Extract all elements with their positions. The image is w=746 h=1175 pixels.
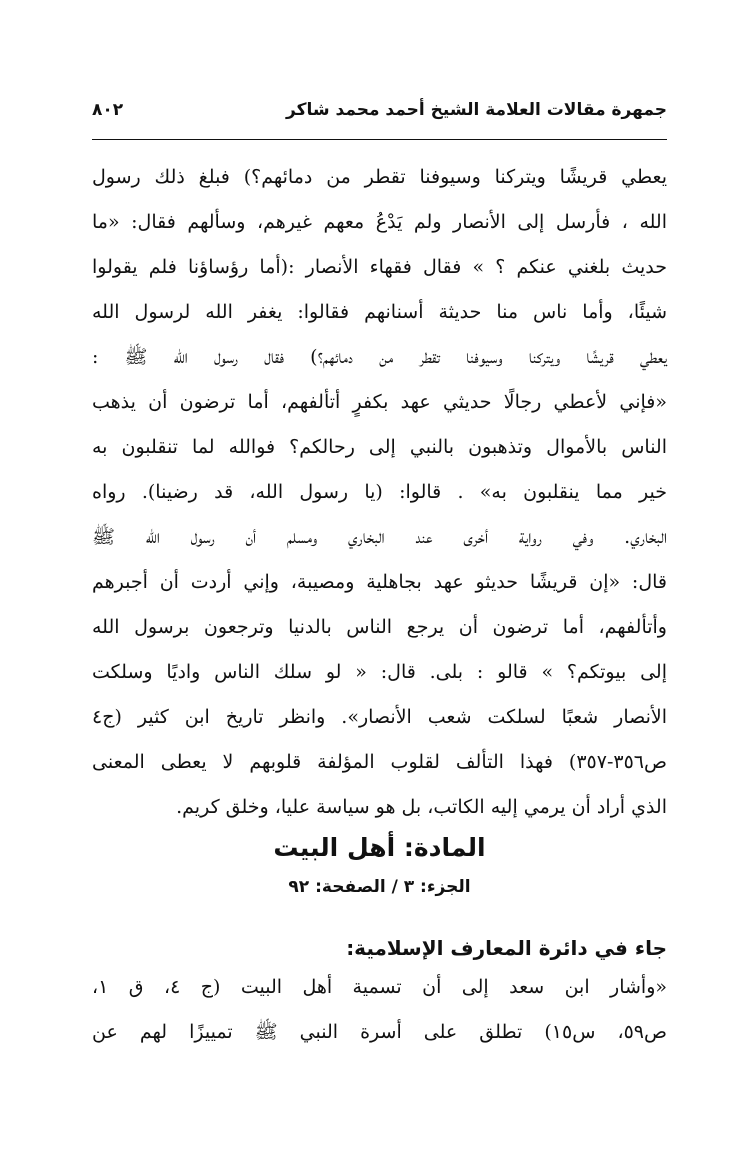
body-line: «فإني لأعطي رجالًا حديثي عهد بكفرٍ أتألفهم، أما ترضون أن يذهب <box>92 391 667 413</box>
quote-line: «وأشار ابن سعد إلى أن تسمية أهل البيت (ج ٤، ق ١، <box>92 976 668 998</box>
section-meta: الجزء: ٣ / الصفحة: ٩٢ <box>288 877 471 897</box>
section-subheading: جاء في دائرة المعارف الإسلامية: <box>346 936 667 960</box>
body-line-last: الذي أراد أن يرمي إليه الكاتب، بل هو سياسة عليا، وخلق كريم. <box>176 796 667 818</box>
body-line: ص٣٥٦-٣٥٧) فهذا التألف لقلوب المؤلفة قلوبهم لا يعطى المعنى <box>92 751 667 773</box>
quote-line: ص٥٩، س١٥) تطلق على أسرة النبي ﷺ تمييزًا لهم عن <box>92 1021 667 1043</box>
body-line: الأنصار شعبًا لسلكت شعب الأنصار». وانظر تاريخ ابن كثير (ج٤ <box>92 706 667 728</box>
body-line: البخاري. وفي رواية أخرى عند البخاري ومسلم أن رسول الله ﷺ <box>92 526 667 548</box>
body-line: خير مما ينقلبون به» . قالوا: (يا رسول الله، قد رضينا). رواه <box>92 481 667 503</box>
header-rule <box>92 139 667 140</box>
body-line: إلى بيوتكم؟ » قالو : بلى. قال: « لو سلك الناس واديًا وسلكت <box>92 661 667 683</box>
body-line: يعطي قريشًا ويتركنا وسيوفنا تقطر من دمائهم؟) فقال رسول الله ﷺ : <box>92 346 667 368</box>
body-line: قال: «إن قريشًا حديثو عهد بجاهلية ومصيبة، وإني أردت أن أجبرهم <box>92 571 667 593</box>
body-line: الله ، فأرسل إلى الأنصار ولم يَدْعُ معهم غيرهم، وسألهم فقال: «ما <box>92 211 667 233</box>
running-title: جمهرة مقالات العلامة الشيخ أحمد محمد شاكر <box>286 100 667 120</box>
body-line: يعطي قريشًا ويتركنا وسيوفنا تقطر من دمائهم؟) فبلغ ذلك رسول <box>92 166 667 188</box>
section-title: المادة: أهل البيت <box>273 833 486 862</box>
body-line: وأتألفهم، أما ترضون أن يرجع الناس بالدنيا وترجعون برسول الله <box>92 616 667 638</box>
page-header <box>92 100 667 134</box>
body-line: شيئًا، وأما ناس منا حديثة أسنانهم فقالوا: يغفر الله لرسول الله <box>92 301 667 323</box>
body-line: حديث بلغني عنكم ؟ » فقال فقهاء الأنصار :(أما رؤساؤنا فلم يقولوا <box>92 256 667 278</box>
body-line: الناس بالأموال وتذهبون بالنبي إلى رحالكم؟ فوالله لما تنقلبون به <box>92 436 667 458</box>
page-number: ٨٠٢ <box>92 100 124 120</box>
